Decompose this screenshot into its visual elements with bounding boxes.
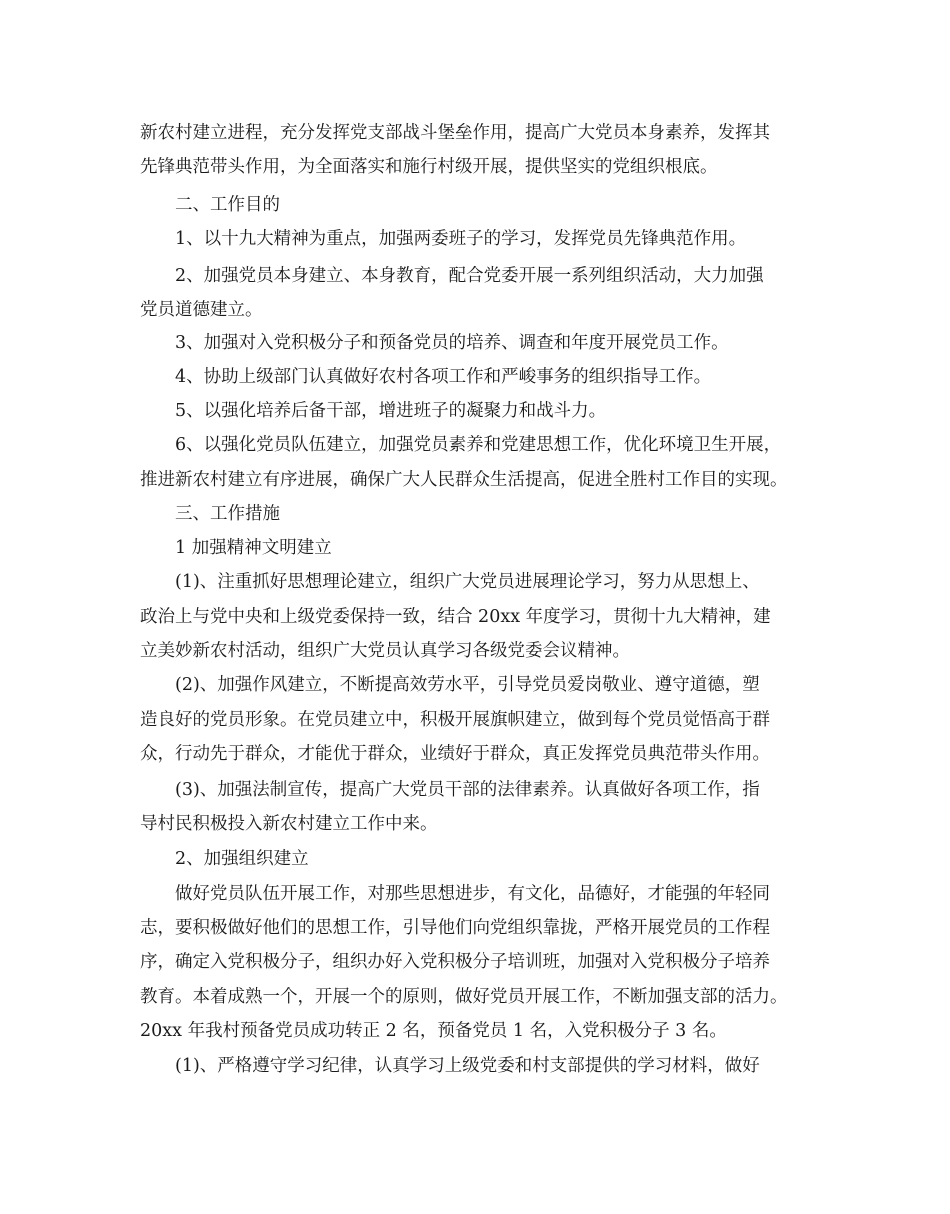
subsection-heading: 2、加强组织建立: [175, 849, 309, 869]
text-line: 志，要积极做好他们的思想工作，引导他们向党组织靠拢，严格开展党员的工作程: [140, 918, 770, 938]
text-line: 教育。本着成熟一个，开展一个的原则，做好党员开展工作，不断加强支部的活力。: [140, 987, 788, 1007]
text-line: (3)、加强法制宣传，提高广大党员干部的法律素养。认真做好各项工作，指: [175, 780, 760, 800]
text-line: (2)、加强作风建立，不断提高效劳水平，引导党员爱岗敬业、遵守道德，塑: [175, 675, 760, 695]
text-line: 4、协助上级部门认真做好农村各项工作和严峻事务的组织指导工作。: [175, 367, 712, 387]
text-line: 1、以十九大精神为重点，加强两委班子的学习，发挥党员先锋典范作用。: [175, 229, 747, 249]
text-line: 新农村建立进程，充分发挥党支部战斗堡垒作用，提高广大党员本身素养，发挥其: [140, 123, 770, 143]
section-heading: 二、工作目的: [175, 195, 280, 215]
text-line: 序，确定入党积极分子，组织办好入党积极分子培训班，加强对入党积极分子培养: [140, 952, 770, 972]
text-line: 20xx 年我村预备党员成功转正 2 名，预备党员 1 名，入党积极分子 3 名。: [140, 1021, 727, 1041]
text-line: 6、以强化党员队伍建立，加强党员素养和党建思想工作，优化环境卫生开展，: [175, 435, 782, 455]
text-line: 5、以强化培养后备干部，增进班子的凝聚力和战斗力。: [175, 401, 607, 421]
text-line: 党员道德建立。: [140, 300, 263, 320]
text-line: 众，行动先于群众，才能优于群众，业绩好于群众，真正发挥党员典范带头作用。: [140, 744, 770, 764]
text-line: 立美妙新农村活动，组织广大党员认真学习各级党委会议精神。: [140, 641, 630, 661]
text-line: 政治上与党中央和上级党委保持一致，结合 20xx 年度学习，贯彻十九大精神，建: [140, 607, 771, 627]
text-line: 先锋典范带头作用，为全面落实和施行村级开展，提供坚实的党组织根底。: [140, 157, 718, 177]
text-line: 造良好的党员形象。在党员建立中，积极开展旗帜建立，做到每个党员觉悟高于群: [140, 710, 770, 730]
section-heading: 三、工作措施: [175, 504, 280, 524]
text-line: (1)、注重抓好思想理论建立，组织广大党员进展理论学习，努力从思想上、: [175, 572, 760, 592]
text-line: 2、加强党员本身建立、本身教育，配合党委开展一系列组织活动，大力加强: [175, 266, 764, 286]
text-line: 导村民积极投入新农村建立工作中来。: [140, 814, 438, 834]
text-line: 3、加强对入党积极分子和预备党员的培养、调查和年度开展党员工作。: [175, 333, 729, 353]
subsection-heading: 1 加强精神文明建立: [175, 538, 332, 558]
text-line: 做好党员队伍开展工作，对那些思想进步，有文化，品德好，才能强的年轻同: [175, 884, 770, 904]
text-line: 推进新农村建立有序进展，确保广大人民群众生活提高，促进全胜村工作目的实现。: [140, 470, 788, 490]
text-line: (1)、严格遵守学习纪律，认真学习上级党委和村支部提供的学习材料，做好: [175, 1056, 760, 1076]
